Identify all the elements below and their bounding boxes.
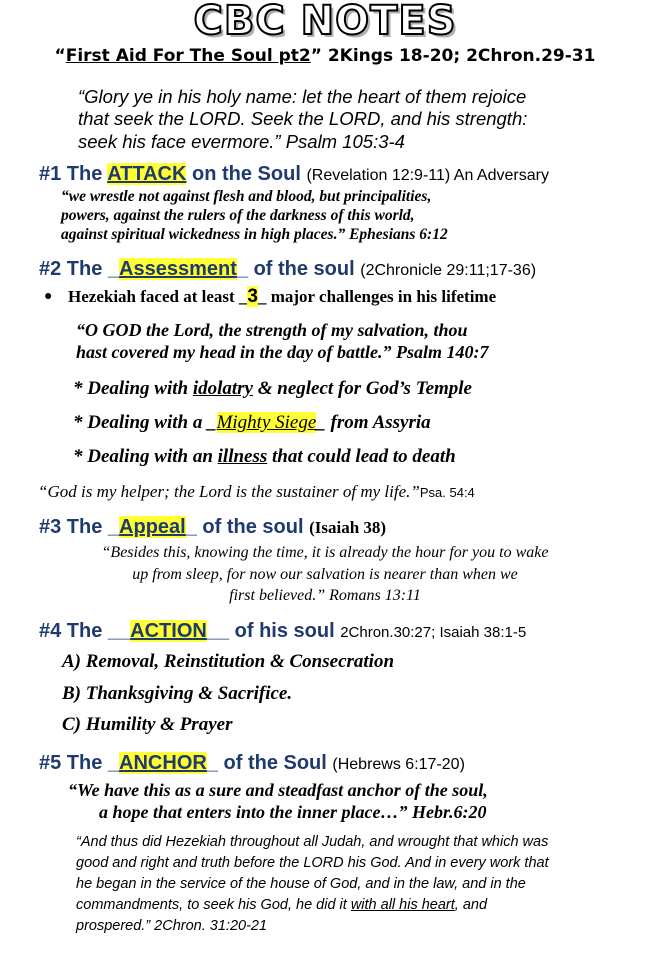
section-3-verse-line-1: “Besides this, knowing the time, it is already the hour for you to wake (101, 544, 549, 561)
opening-verse-line-2: that seek the LORD. Seek the LORD, and his strength: (78, 108, 528, 129)
section-2-keyword: Assessment (119, 258, 237, 280)
section-1-verse-line-3: against spiritual wickedness in high places.” Ephesians 6:12 (61, 226, 448, 243)
section-1-prefix: #1 The (39, 163, 108, 185)
opening-verse-line-1: “Glory ye in his holy name: let the heart of them rejoice (78, 86, 527, 107)
action-item-b: B) Thanksgiving & Sacrifice. (62, 683, 293, 704)
section-3-verse-line-2: up from sleep, for now our salvation is nearer than when we (132, 566, 518, 583)
closing-verse-line-3: he began in the service of the house of God, and in the law, and in the (76, 876, 526, 892)
section-2-verse-line-1: “O GOD the Lord, the strength of my salvation, thou (76, 320, 468, 340)
closing-verse-line-5: prospered.” 2Chron. 31:20-21 (76, 918, 268, 934)
bullet-text-start: Hezekiah faced at least _ (68, 287, 248, 306)
section-5-verse-line-1: “We have this as a sure and steadfast anchor of the soul, (68, 780, 488, 800)
section-1-verse-line-1: “we wrestle not against flesh and blood, but principalities, (61, 188, 432, 205)
section-1-keyword: ATTACK (107, 163, 187, 185)
bullet-text-end: _ major challenges in his lifetime (257, 287, 497, 306)
section-2-prefix: #2 The _ (39, 258, 120, 280)
bullet-dot: ● (44, 287, 53, 303)
closing-verse-line-4 (76, 897, 487, 913)
subtitle-series-title: First Aid For The Soul pt2 (65, 46, 311, 66)
section-2-heading (39, 258, 536, 281)
section-5-verse-line-2: a hope that enters into the inner place…” Hebr.6:20 (99, 802, 487, 822)
section-5-keyword: ANCHOR (119, 752, 207, 774)
section-4-heading (39, 620, 526, 643)
closing-line-4-underlined: with all his heart (350, 897, 455, 913)
challenge-1-start: * Dealing with (73, 378, 193, 399)
section-2-reference: (2Chronicle 29:11;17-36) (360, 262, 537, 279)
closing-verse-line-2: good and right and truth before the LORD his God. And in every work that (76, 855, 549, 871)
action-item-c: C) Humility & Prayer (62, 714, 233, 735)
section-4-suffix: __ of his soul (206, 620, 341, 642)
section-5-prefix: #5 The _ (39, 752, 120, 774)
section-5-heading (39, 752, 465, 775)
subtitle-references: 2Kings 18-20; 2Chron.29-31 (321, 46, 596, 66)
section-3-suffix: _ of the soul (185, 516, 310, 538)
closing-verse-reference: Psa. 54:4 (419, 485, 475, 500)
section-3-reference: (Isaiah 38) (309, 518, 387, 537)
challenge-3-end: that could lead to death (267, 446, 456, 467)
section-4-reference: 2Chron.30:27; Isaiah 38:1-5 (340, 624, 527, 641)
section-2-suffix: _ of the soul (236, 258, 361, 280)
subtitle-quote-close: ” (310, 46, 322, 66)
closing-verse-line-1: “And thus did Hezekiah throughout all Judah, and wrought that which was (76, 834, 549, 850)
section-3-prefix: #3 The _ (39, 516, 120, 538)
section-1-verse-line-2: powers, against the rulers of the darkness of this world, (61, 207, 415, 224)
section-2-closing-verse (38, 482, 475, 502)
opening-verse-line-3: seek his face evermore.” Psalm 105:3-4 (78, 131, 405, 152)
section-3-keyword: Appeal (119, 516, 186, 538)
closing-verse-text: “God is my helper; the Lord is the sustainer of my life.” (38, 482, 420, 501)
section-4-prefix: #4 The __ (39, 620, 131, 642)
challenge-1-end: & neglect for God’s Temple (253, 378, 472, 399)
challenge-2-highlight: Mighty Siege (216, 412, 317, 433)
section-1-reference: (Revelation 12:9-11) An Adversary (306, 167, 549, 184)
subtitle-quote-open: “ (54, 46, 66, 66)
challenge-3-underlined: illness (217, 446, 268, 467)
section-1-suffix: on the Soul (186, 163, 307, 185)
section-2-bullet (68, 286, 496, 308)
challenge-3-start: * Dealing with an (73, 446, 218, 467)
section-5-suffix: _ of the Soul (206, 752, 333, 774)
page-subtitle (0, 46, 650, 66)
challenge-3 (73, 446, 456, 468)
challenge-1-underlined: idolatry (192, 378, 253, 399)
challenge-2 (73, 412, 431, 434)
page-title: CBC NOTES (193, 0, 457, 44)
challenge-1 (73, 378, 472, 400)
challenge-2-end: _ from Assyria (316, 412, 431, 433)
section-5-reference: (Hebrews 6:17-20) (332, 756, 465, 773)
closing-line-4-start: commandments, to seek his God, he did it (76, 897, 351, 913)
challenge-count: 3 (247, 286, 258, 307)
action-item-a: A) Removal, Reinstitution & Consecration (62, 651, 395, 672)
section-3-heading (39, 516, 386, 539)
section-2-verse-line-2: hast covered my head in the day of battle.” Psalm 140:7 (76, 342, 489, 362)
section-3-verse-line-3: first believed.” Romans 13:11 (229, 587, 421, 604)
closing-line-4-end: , and (454, 897, 488, 913)
section-1-heading (39, 163, 549, 186)
section-4-keyword: ACTION (130, 620, 207, 642)
challenge-2-start: * Dealing with a _ (73, 412, 217, 433)
